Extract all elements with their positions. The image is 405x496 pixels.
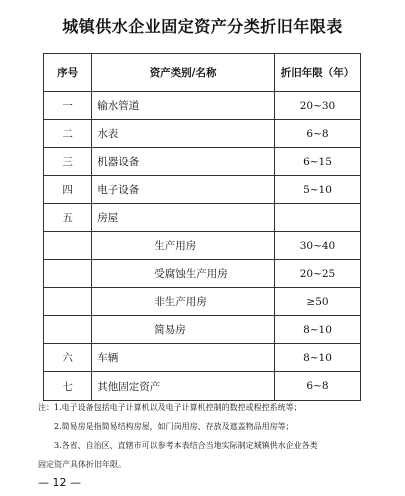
cell-depreciation-years: 6~8 <box>274 120 360 148</box>
table-row <box>44 260 361 288</box>
asset-category-label: 输水管道 <box>97 100 140 112</box>
cell-depreciation-years: 6~8 <box>274 372 360 401</box>
cell-serial-number: 二 <box>44 120 92 148</box>
note-3-continued: 固定资产具体折旧年限。 <box>38 460 126 469</box>
asset-category-label: 水表 <box>97 128 119 140</box>
cell-asset-category <box>92 372 275 401</box>
table-row <box>44 92 361 120</box>
table-row <box>44 316 361 344</box>
table-row <box>44 120 361 148</box>
cell-asset-category <box>92 176 275 204</box>
table-row <box>44 204 361 232</box>
cell-depreciation-years: 30~40 <box>274 232 360 260</box>
table-row <box>44 372 361 401</box>
cell-depreciation-years: 20~30 <box>274 92 360 120</box>
note-2: 2.简易房是指简易结构房屋，如门岗用房、存放及遮盖物品用房等； <box>54 422 294 431</box>
cell-asset-category <box>92 344 275 372</box>
cell-asset-category <box>92 204 275 232</box>
asset-category-label: 机器设备 <box>97 156 140 168</box>
cell-asset-category <box>92 232 275 260</box>
cell-depreciation-years: 6~15 <box>274 148 360 176</box>
cell-serial-number <box>44 316 92 344</box>
table-row <box>44 148 361 176</box>
cell-depreciation-years: 20~25 <box>274 260 360 288</box>
note-1: 注：1.电子设备包括电子计算机以及电子计算机控制的数控或程控系统等； <box>38 403 302 412</box>
cell-depreciation-years <box>274 204 360 232</box>
cell-asset-category <box>92 148 275 176</box>
cell-asset-category <box>92 288 275 316</box>
cell-serial-number: 五 <box>44 204 92 232</box>
asset-category-label: 非生产用房 <box>154 296 207 308</box>
cell-depreciation-years: 5~10 <box>274 176 360 204</box>
header-asset-category: 资产类别/名称 <box>92 54 275 92</box>
cell-serial-number: 三 <box>44 148 92 176</box>
table-body <box>44 92 361 401</box>
cell-depreciation-years: 8~10 <box>274 344 360 372</box>
cell-asset-category <box>92 120 275 148</box>
page-title: 城镇供水企业固定资产分类折旧年限表 <box>62 17 343 36</box>
cell-depreciation-years: 8~10 <box>274 316 360 344</box>
depreciation-table <box>43 53 361 401</box>
asset-category-label: 车辆 <box>97 352 119 364</box>
cell-serial-number: 七 <box>44 372 92 401</box>
cell-serial-number <box>44 288 92 316</box>
asset-category-label: 生产用房 <box>154 240 197 252</box>
cell-depreciation-years: ≥50 <box>274 288 360 316</box>
table-row <box>44 232 361 260</box>
cell-serial-number: 六 <box>44 344 92 372</box>
header-serial-number: 序号 <box>44 54 92 92</box>
cell-serial-number: 一 <box>44 92 92 120</box>
asset-category-label: 受腐蚀生产用房 <box>154 268 228 280</box>
table-header-row <box>44 54 361 92</box>
page-number: — 12 — <box>38 476 81 489</box>
cell-asset-category <box>92 260 275 288</box>
asset-category-label: 简易房 <box>154 324 186 336</box>
table-notes <box>38 398 368 474</box>
asset-category-label: 房屋 <box>97 212 119 224</box>
cell-serial-number <box>44 260 92 288</box>
cell-serial-number <box>44 232 92 260</box>
asset-category-label: 其他固定资产 <box>97 380 161 393</box>
header-depreciation-years: 折旧年限（年） <box>274 54 360 92</box>
note-3: 3.各省、自治区、直辖市可以参考本表结合当地实际制定城镇供水企业各类 <box>54 441 318 450</box>
cell-serial-number: 四 <box>44 176 92 204</box>
cell-asset-category <box>92 316 275 344</box>
asset-category-label: 电子设备 <box>97 184 140 196</box>
table-row <box>44 176 361 204</box>
cell-asset-category <box>92 92 275 120</box>
table-row <box>44 288 361 316</box>
table-row <box>44 344 361 372</box>
